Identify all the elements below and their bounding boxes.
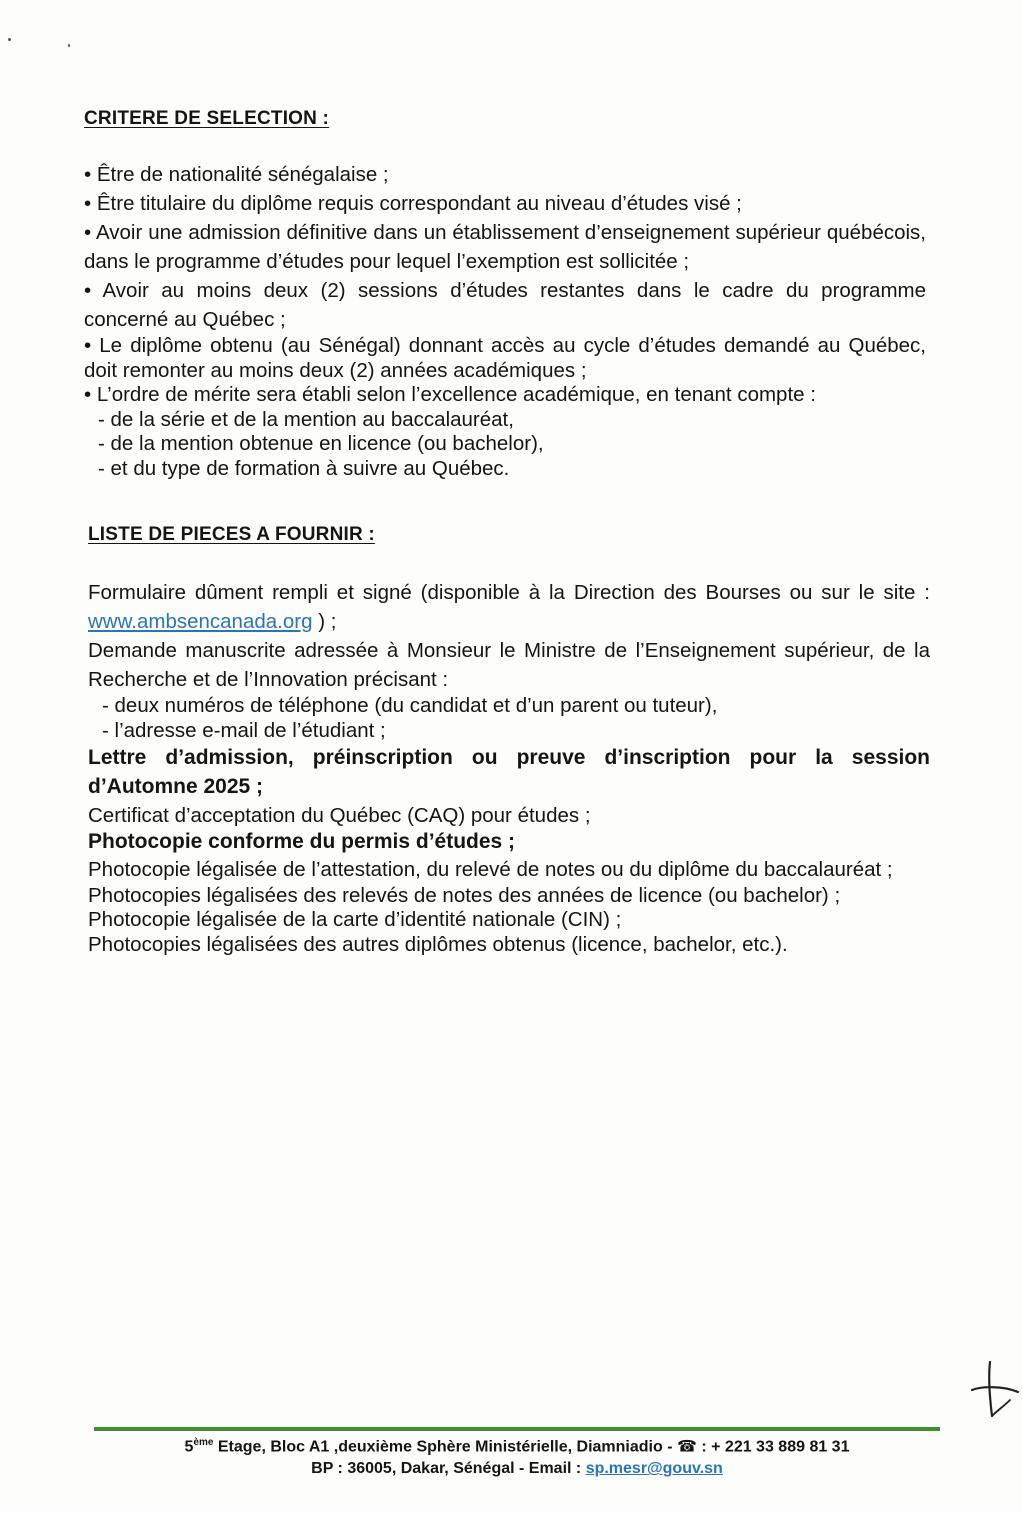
pieces-request: Demande manuscrite adressée à Monsieur le Ministre de l’Enseignement supérieur, de la Recherche et de l’Innovation précisant : [88,639,930,691]
pieces-bac-copy: Photocopie légalisée de l’attestation, du relevé de notes ou du diplôme du baccalauréat ; [88,857,893,881]
footer-phone: : + 221 33 889 81 31 [696,1438,850,1456]
footer-postal: BP : 36005, Dakar, Sénégal - Email : [311,1460,586,1478]
pieces-other-diplomas: Photocopies légalisées des autres diplômes obtenus (licence, bachelor, etc.). [88,932,788,956]
footer-address: Etage, Bloc A1 ,deuxième Sphère Ministérielle, Diamniadio - [213,1438,677,1456]
footer-postal-line [94,1458,940,1480]
form-text: Formulaire dûment rempli et signé (disponible à la Direction des Bourses ou sur le site : [88,581,930,604]
criteria-list [84,160,926,481]
criteria-item: • Avoir une admission définitive dans un établissement d’enseignement supérieur québécois, dans le programme d’études pour lequel l’exemption est sollicitée ; [84,221,926,273]
pieces-heading: LISTE DE PIECES A FOURNIR : [88,524,375,545]
initials-mark [968,1360,1022,1420]
scan-speck [8,38,11,41]
request-subitem: - l’adresse e-mail de l’étudiant ; [102,718,386,742]
request-subitem: - deux numéros de téléphone (du candidat et d’un parent ou tuteur), [102,694,718,717]
criteria-item: • Le diplôme obtenu (au Sénégal) donnant accès au cycle d’études demandé au Québec, doit remonter au moins deux (2) années académiques ; [84,334,926,382]
floor-number: 5 [184,1438,194,1456]
pieces-licence-transcripts: Photocopies légalisées des relevés de notes des années de licence (ou bachelor) ; [88,883,841,907]
pieces-caq: Certificat d’acceptation du Québec (CAQ) pour études ; [88,804,591,827]
criteria-item: • L’ordre de mérite sera établi selon l’excellence académique, en tenant compte : [84,383,816,406]
criteria-subitem: - de la mention obtenue en licence (ou bachelor), [98,432,544,455]
criteria-subitem: - et du type de formation à suivre au Québec. [98,456,510,480]
criteria-subitem: - de la série et de la mention au baccalauréat, [98,407,514,431]
phone-icon: ☎ [676,1438,697,1456]
scan-speck [68,44,70,47]
criteria-item: • Être titulaire du diplôme requis correspondant au niveau d’études visé ; [84,192,742,215]
criteria-item: • Être de nationalité sénégalaise ; [84,163,389,186]
footer-rule [94,1427,940,1431]
footer-address-line [94,1432,940,1458]
pieces-list [88,578,930,957]
pieces-admission-letter: Lettre d’admission, préinscription ou preuve d’inscription pour la session d’Automne 2025 ; [88,746,930,798]
footer-email-link[interactable]: sp.mesr@gouv.sn [585,1460,723,1478]
floor-suffix: ème [193,1437,214,1448]
pieces-form [88,578,930,636]
website-link[interactable]: www.ambsencanada.org [88,610,313,633]
footer [94,1432,940,1480]
pieces-permit: Photocopie conforme du permis d’études ; [88,830,516,853]
form-end: ) ; [312,610,337,633]
criteria-item: • Avoir au moins deux (2) sessions d’études restantes dans le cadre du programme concerné au Québec ; [84,279,926,331]
pieces-cin-copy: Photocopie légalisée de la carte d’identité nationale (CIN) ; [88,908,622,931]
criteria-heading: CRITERE DE SELECTION : [84,108,330,129]
